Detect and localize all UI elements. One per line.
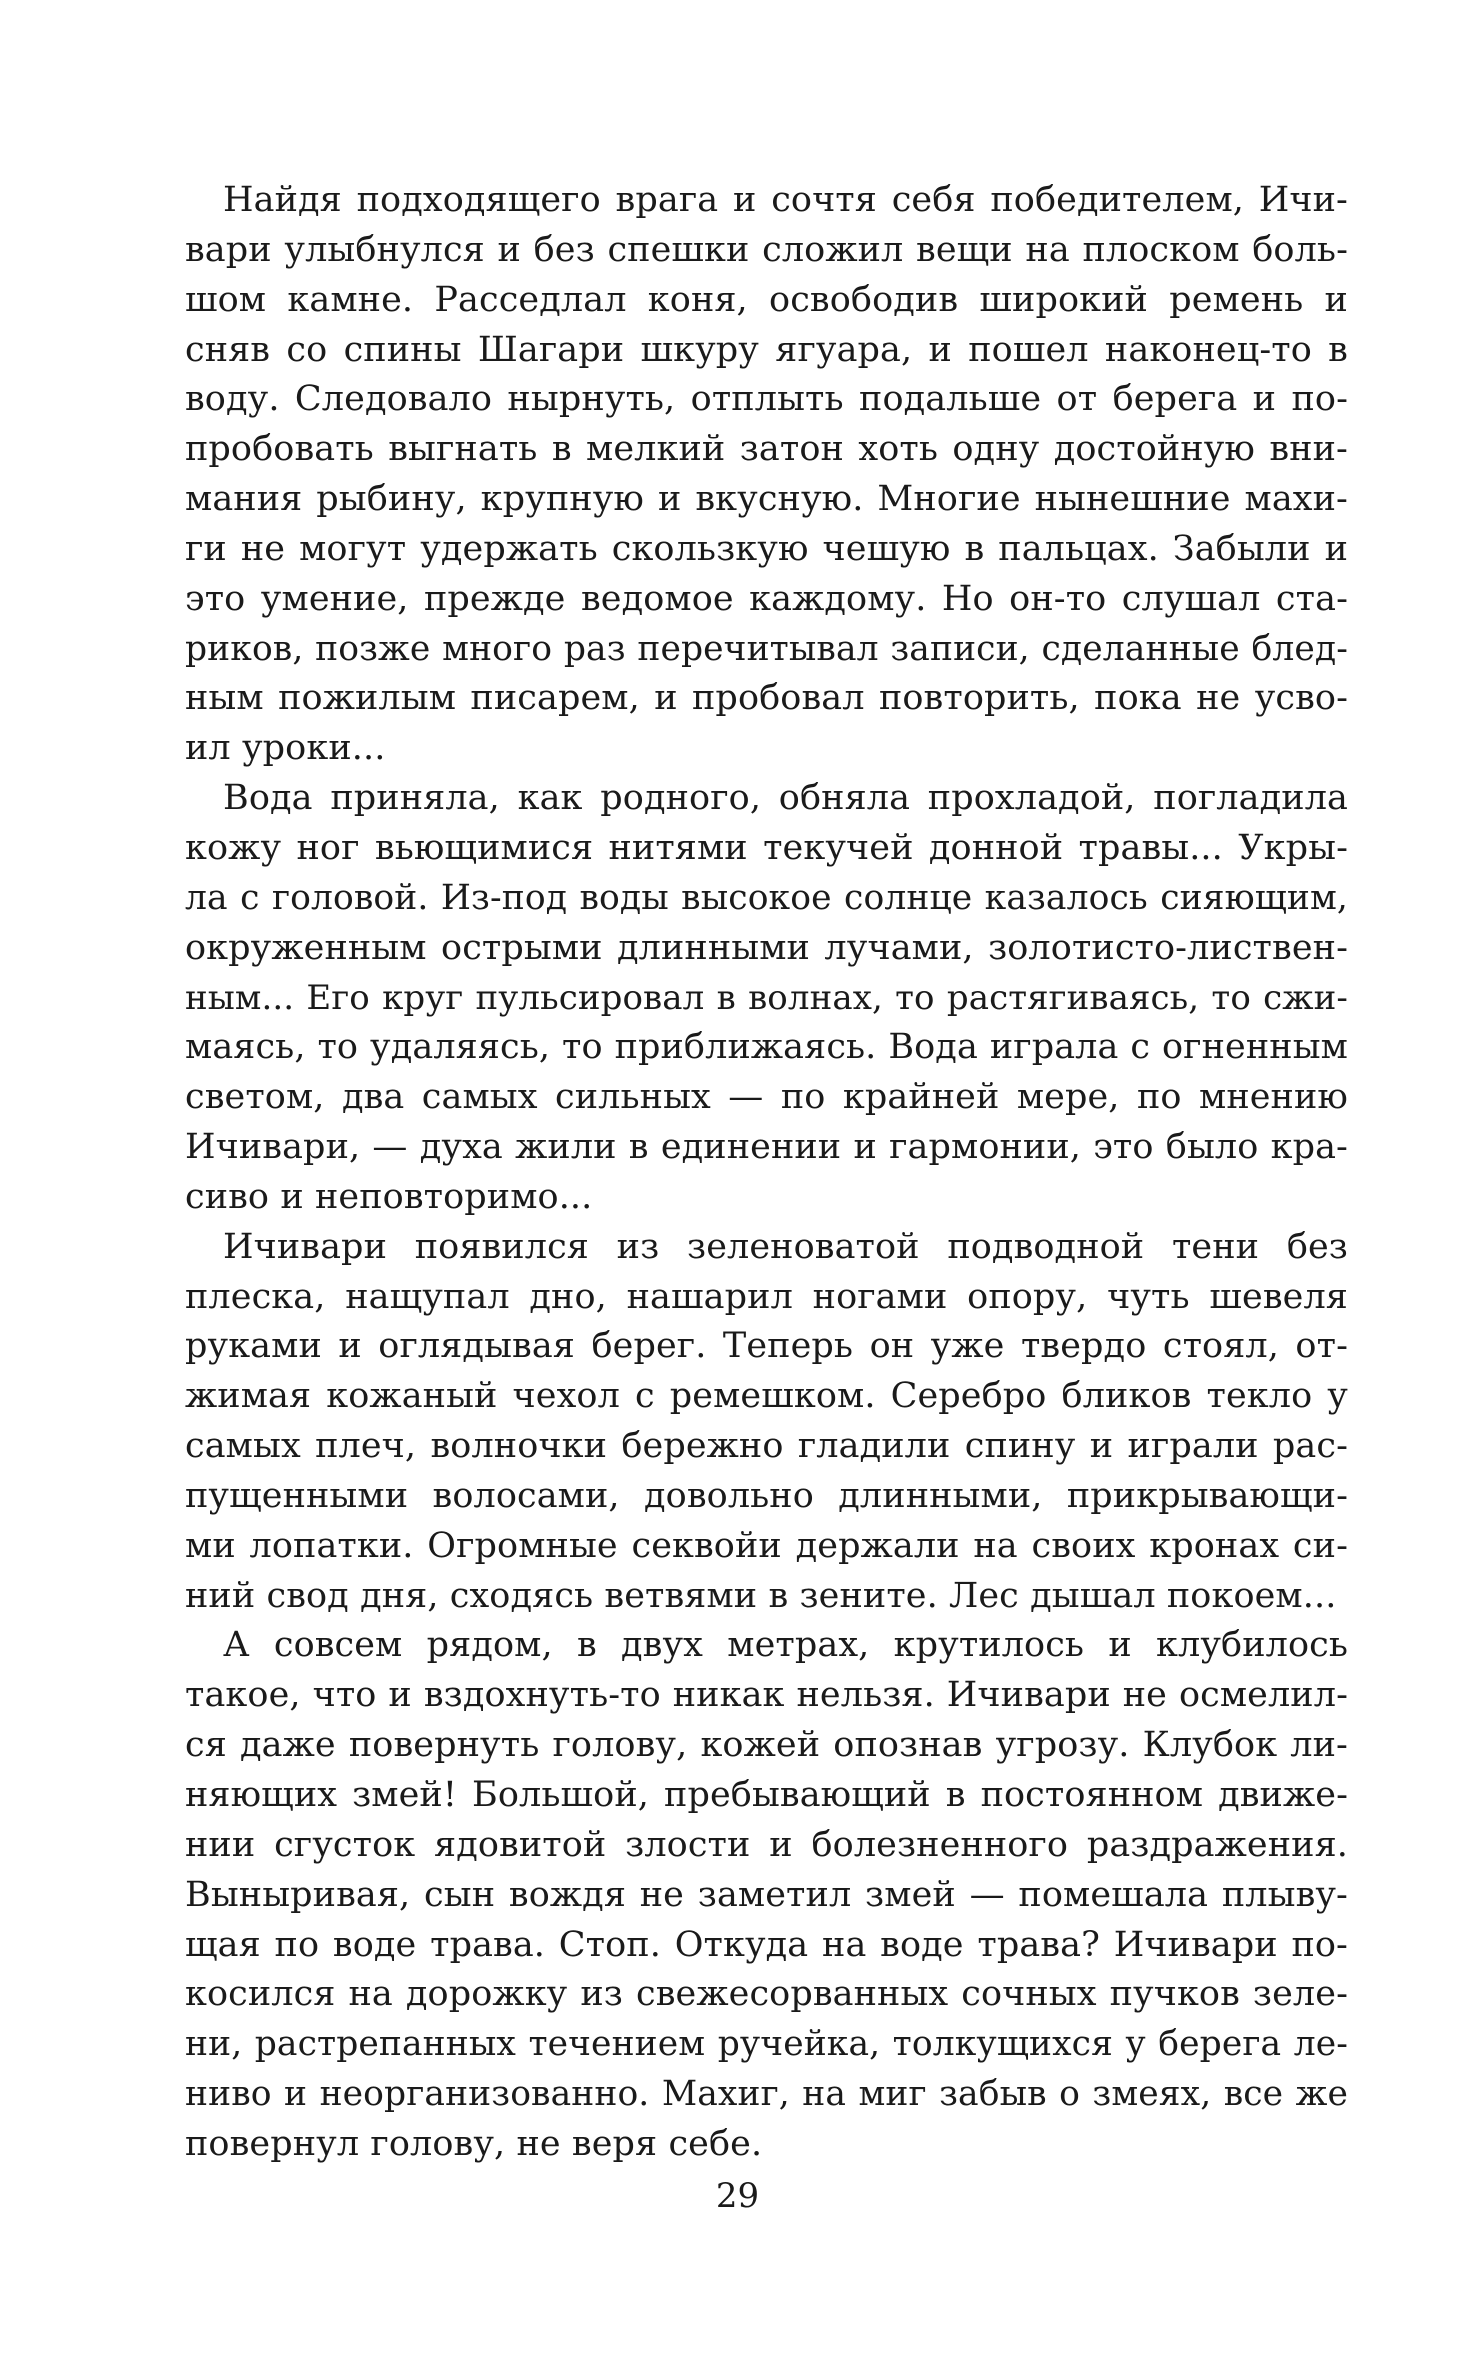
text-line: воду. Следовало нырнуть, отплыть подальше от берега и по- [185, 379, 1348, 420]
text-line: сиво и неповторимо... [185, 1176, 593, 1217]
text-line: жимая кожаный чехол с ремешком. Серебро бликов текло у [185, 1376, 1348, 1417]
text-line: Найдя подходящего врага и сочтя себя победителем, Ичи- [223, 180, 1348, 220]
text-line: это умение, прежде ведомое каждому. Но он-то слушал ста- [185, 578, 1348, 619]
text-line: маясь, то удаляясь, то приближаясь. Вода играла с огненным [185, 1027, 1348, 1068]
text-line: Выныривая, сын вождя не заметил змей — помешала плыву- [185, 1874, 1348, 1915]
paragraph [185, 1223, 1348, 1622]
text-line: плеска, нащупал дно, нашарил ногами опору, чуть шевеля [185, 1276, 1348, 1317]
text-line: ла с головой. Из-под воды высокое солнце казалось сияющим, [185, 877, 1348, 918]
text-line: ным... Его круг пульсировал в волнах, то растягиваясь, то сжи- [185, 977, 1348, 1018]
text-line: Ичивари появился из зеленоватой подводной тени без [223, 1226, 1348, 1267]
text-line: няющих змей! Большой, пребывающий в постоянном движе- [185, 1775, 1348, 1815]
text-line: пробовать выгнать в мелкий затон хоть одну достойную вни- [185, 429, 1348, 470]
text-line: нии сгусток ядовитой злости и болезненного раздражения. [185, 1824, 1348, 1865]
text-line: светом, два самых сильных — по крайней мере, по мнению [185, 1077, 1348, 1118]
text-line: ниво и неорганизованно. Махиг, на миг забыв о змеях, все же [185, 2074, 1348, 2115]
text-line: самых плеч, волночки бережно гладили спину и играли рас- [185, 1426, 1348, 1467]
text-line: пущенными волосами, довольно длинными, прикрывающи- [185, 1475, 1348, 1516]
paragraph [185, 176, 1348, 774]
text-line: щая по воде трава. Стоп. Откуда на воде трава? Ичивари по- [185, 1924, 1348, 1965]
text-line: шом камне. Расседлал коня, освободив широкий ремень и [185, 279, 1348, 320]
text-line: ни, растрепанных течением ручейка, толкущихся у берега ле- [185, 2024, 1348, 2065]
paragraph [185, 774, 1348, 1223]
text-line: мания рыбину, крупную и вкусную. Многие нынешние махи- [185, 479, 1348, 520]
text-line: ми лопатки. Огромные секвойи держали на своих кронах си- [185, 1525, 1348, 1566]
text-line: ным пожилым писарем, и пробовал повторить, пока не усво- [185, 678, 1348, 719]
text-line: ил уроки... [185, 728, 386, 769]
text-line: вари улыбнулся и без спешки сложил вещи на плоском боль- [185, 229, 1348, 270]
text-line: сняв со спины Шагари шкуру ягуара, и пошел наконец-то в [185, 329, 1348, 370]
text-line: кожу ног вьющимися нитями текучей донной травы... Укры- [185, 827, 1348, 868]
text-line: руками и оглядывая берег. Теперь он уже твердо стоял, от- [185, 1326, 1348, 1367]
text-line: окруженным острыми длинными лучами, золотисто-листвен- [185, 927, 1348, 968]
text-line: ги не могут удержать скользкую чешую в пальцах. Забыли и [185, 528, 1348, 569]
text-line: А совсем рядом, в двух метрах, крутилось и клубилось [223, 1625, 1348, 1666]
text-line: Вода приняла, как родного, обняла прохладой, погладила [223, 778, 1348, 819]
text-line: Ичивари, — духа жили в единении и гармонии, это было кра- [185, 1127, 1348, 1168]
text-line: косился на дорожку из свежесорванных сочных пучков зеле- [185, 1974, 1348, 2015]
text-line: такое, что и вздохнуть-то никак нельзя. Ичивари не осмелил- [185, 1675, 1348, 1716]
text-line: ся даже повернуть голову, кожей опознав угрозу. Клубок ли- [185, 1725, 1348, 1766]
text-line: риков, позже много раз перечитывал записи, сделанные блед- [185, 628, 1348, 669]
text-line: повернул голову, не веря себе. [185, 2123, 763, 2164]
body-text [185, 176, 1348, 2170]
paragraph [185, 1621, 1348, 2169]
text-line: ний свод дня, сходясь ветвями в зените. Лес дышал покоем... [185, 1575, 1337, 1616]
page-number: 29 [715, 2176, 760, 2216]
